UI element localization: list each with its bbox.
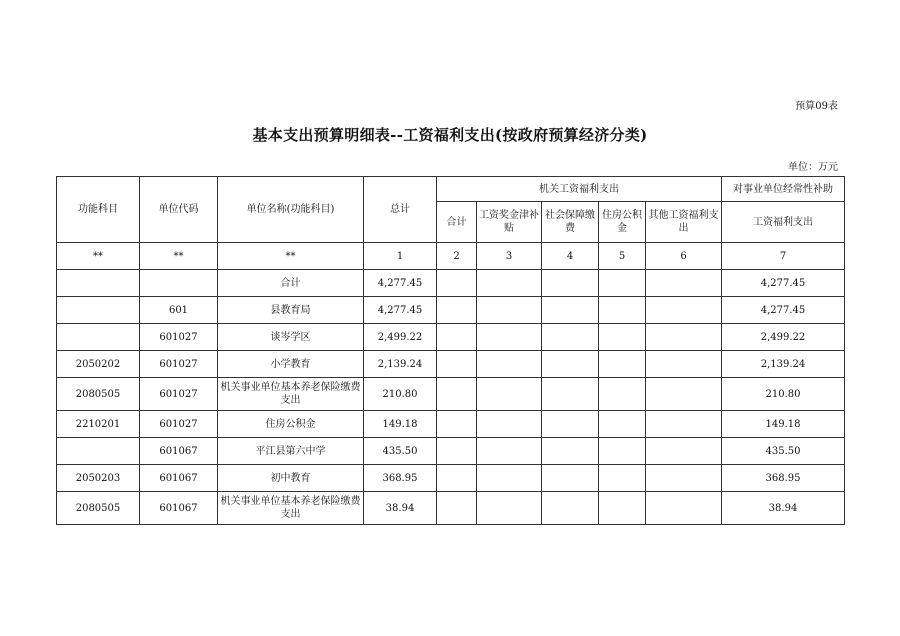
cell-salary [477, 438, 542, 465]
cell-unit-name: 平江县第六中学 [218, 438, 364, 465]
cell-total: 4,277.45 [364, 270, 437, 297]
cell-total: 210.80 [364, 378, 437, 411]
index-cell: ** [218, 243, 364, 270]
cell-org-total [437, 324, 477, 351]
cell-housing [599, 297, 646, 324]
index-cell: 5 [599, 243, 646, 270]
table-row [57, 378, 845, 411]
cell-salary [477, 297, 542, 324]
cell-unit-code: 601027 [140, 351, 218, 378]
header-row-1 [57, 177, 845, 202]
index-cell: ** [57, 243, 140, 270]
cell-func-code [57, 438, 140, 465]
budget-table [56, 176, 845, 525]
cell-func-code: 2050203 [57, 465, 140, 492]
col-header-sub-social: 社会保障缴费 [542, 202, 599, 243]
index-cell: 1 [364, 243, 437, 270]
table-row [57, 324, 845, 351]
cell-inst-salary: 149.18 [722, 411, 845, 438]
cell-unit-name: 机关事业单位基本养老保险缴费支出 [218, 492, 364, 525]
cell-housing [599, 351, 646, 378]
page-title: 基本支出预算明细表--工资福利支出(按政府预算经济分类) [252, 126, 648, 144]
cell-housing [599, 411, 646, 438]
index-cell: 3 [477, 243, 542, 270]
index-row [57, 243, 845, 270]
cell-salary [477, 324, 542, 351]
col-header-total: 总计 [364, 177, 437, 243]
cell-func-code [57, 297, 140, 324]
cell-other [646, 492, 722, 525]
cell-unit-name: 合计 [218, 270, 364, 297]
table-row [57, 297, 845, 324]
col-header-sub-total: 合计 [437, 202, 477, 243]
cell-social [542, 378, 599, 411]
cell-other [646, 378, 722, 411]
cell-other [646, 351, 722, 378]
index-cell: 6 [646, 243, 722, 270]
cell-housing [599, 270, 646, 297]
table-row [57, 465, 845, 492]
cell-other [646, 411, 722, 438]
index-cell: ** [140, 243, 218, 270]
cell-org-total [437, 438, 477, 465]
cell-unit-code: 601027 [140, 411, 218, 438]
col-header-sub-salary: 工资奖金津补贴 [477, 202, 542, 243]
cell-total: 149.18 [364, 411, 437, 438]
cell-unit-name: 机关事业单位基本养老保险缴费支出 [218, 378, 364, 411]
cell-salary [477, 465, 542, 492]
cell-unit-name: 小学教育 [218, 351, 364, 378]
cell-housing [599, 438, 646, 465]
cell-org-total [437, 411, 477, 438]
cell-inst-salary: 38.94 [722, 492, 845, 525]
cell-func-code: 2080505 [57, 492, 140, 525]
cell-unit-code: 601067 [140, 492, 218, 525]
cell-unit-code [140, 270, 218, 297]
cell-other [646, 297, 722, 324]
cell-social [542, 465, 599, 492]
unit-label: 单位：万元 [788, 162, 838, 173]
cell-total: 4,277.45 [364, 297, 437, 324]
col-header-group-inst: 对事业单位经常性补助 [722, 177, 845, 202]
col-header-func-code: 功能科目 [57, 177, 140, 243]
cell-unit-name: 县教育局 [218, 297, 364, 324]
cell-other [646, 438, 722, 465]
cell-func-code [57, 270, 140, 297]
cell-other [646, 324, 722, 351]
cell-social [542, 492, 599, 525]
index-cell: 7 [722, 243, 845, 270]
cell-social [542, 438, 599, 465]
cell-org-total [437, 297, 477, 324]
cell-social [542, 411, 599, 438]
table-row [57, 411, 845, 438]
cell-unit-code: 601027 [140, 378, 218, 411]
cell-housing [599, 378, 646, 411]
col-header-sub-other: 其他工资福利支出 [646, 202, 722, 243]
cell-func-code: 2050202 [57, 351, 140, 378]
cell-org-total [437, 270, 477, 297]
cell-salary [477, 270, 542, 297]
table-row [57, 351, 845, 378]
cell-inst-salary: 435.50 [722, 438, 845, 465]
cell-unit-name: 初中教育 [218, 465, 364, 492]
cell-housing [599, 324, 646, 351]
cell-inst-salary: 368.95 [722, 465, 845, 492]
cell-unit-code: 601067 [140, 438, 218, 465]
table-row [57, 438, 845, 465]
cell-total: 435.50 [364, 438, 437, 465]
cell-unit-name: 谈岑学区 [218, 324, 364, 351]
table-row [57, 270, 845, 297]
cell-housing [599, 492, 646, 525]
cell-salary [477, 411, 542, 438]
cell-social [542, 270, 599, 297]
cell-total: 38.94 [364, 492, 437, 525]
cell-social [542, 297, 599, 324]
cell-func-code: 2210201 [57, 411, 140, 438]
cell-org-total [437, 351, 477, 378]
cell-unit-code: 601 [140, 297, 218, 324]
cell-unit-code: 601027 [140, 324, 218, 351]
cell-org-total [437, 378, 477, 411]
cell-func-code: 2080505 [57, 378, 140, 411]
cell-salary [477, 378, 542, 411]
cell-salary [477, 351, 542, 378]
cell-unit-code: 601067 [140, 465, 218, 492]
cell-social [542, 351, 599, 378]
cell-inst-salary: 4,277.45 [722, 270, 845, 297]
cell-total: 368.95 [364, 465, 437, 492]
cell-housing [599, 465, 646, 492]
cell-inst-salary: 2,139.24 [722, 351, 845, 378]
cell-unit-name: 住房公积金 [218, 411, 364, 438]
table-row [57, 492, 845, 525]
cell-total: 2,139.24 [364, 351, 437, 378]
cell-org-total [437, 492, 477, 525]
cell-other [646, 465, 722, 492]
cell-org-total [437, 465, 477, 492]
index-cell: 4 [542, 243, 599, 270]
cell-other [646, 270, 722, 297]
form-number: 预算09表 [795, 101, 838, 112]
col-header-unit-name: 单位名称(功能科目) [218, 177, 364, 243]
cell-inst-salary: 2,499.22 [722, 324, 845, 351]
cell-social [542, 324, 599, 351]
col-header-sub-housing: 住房公积金 [599, 202, 646, 243]
col-header-sub-inst-salary: 工资福利支出 [722, 202, 845, 243]
cell-func-code [57, 324, 140, 351]
cell-salary [477, 492, 542, 525]
index-cell: 2 [437, 243, 477, 270]
col-header-group-org: 机关工资福利支出 [437, 177, 722, 202]
cell-inst-salary: 4,277.45 [722, 297, 845, 324]
cell-inst-salary: 210.80 [722, 378, 845, 411]
col-header-unit-code: 单位代码 [140, 177, 218, 243]
cell-total: 2,499.22 [364, 324, 437, 351]
